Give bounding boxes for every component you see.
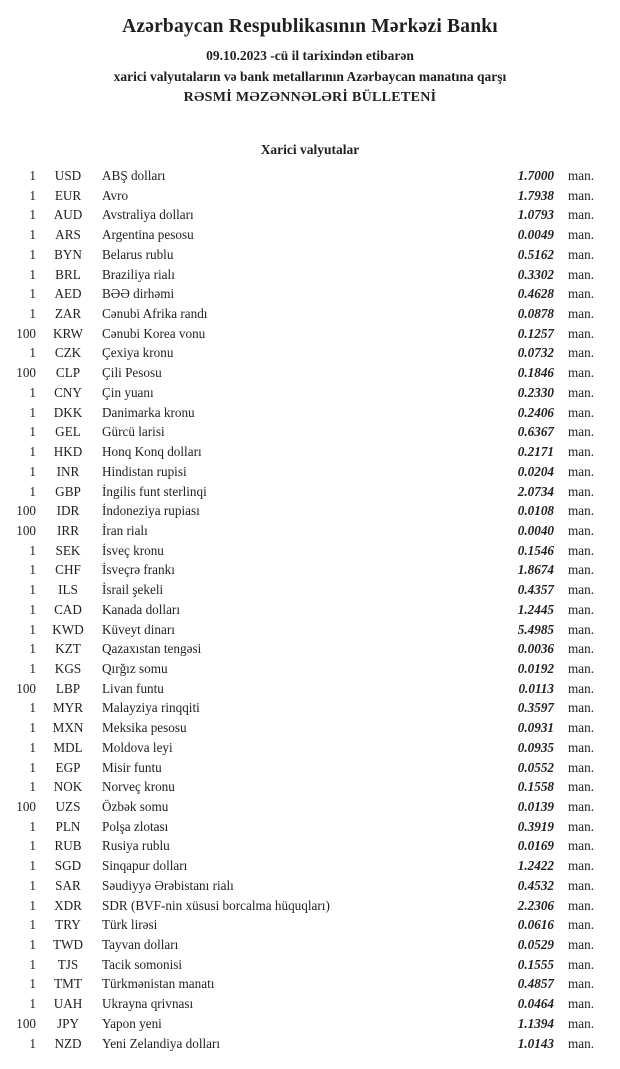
unit-label: man.: [568, 187, 595, 203]
currency-code: KGS: [54, 660, 82, 676]
currency-code: MDL: [53, 739, 83, 755]
quantity-value: 100: [16, 799, 36, 814]
section-title-foreign-currencies: Xarici valyutalar: [260, 142, 360, 157]
currency-name: Avstraliya dolları: [102, 207, 194, 223]
table-row: [0, 560, 620, 580]
currency-name: Moldova leyi: [102, 739, 173, 755]
unit-label: man.: [568, 207, 595, 223]
rate-value: 0.0529: [517, 937, 554, 953]
currency-name: Qırğız somu: [102, 660, 168, 676]
unit-label: man.: [568, 542, 595, 558]
rate-value: 0.4357: [517, 582, 554, 598]
currency-name: İran rialı: [102, 522, 148, 538]
rate-value: 0.1846: [517, 365, 554, 381]
rate-value: 0.0049: [517, 227, 554, 243]
unit-label: man.: [568, 168, 595, 183]
currency-code: EUR: [54, 187, 82, 203]
unit-label: man.: [568, 799, 595, 814]
table-row: [0, 620, 620, 640]
currency-code: CNY: [54, 384, 82, 400]
table-row: [0, 777, 620, 797]
currency-name: Avro: [102, 187, 129, 203]
table-row: [0, 856, 620, 876]
unit-label: man.: [568, 463, 595, 479]
table-row: [0, 659, 620, 679]
table-row: [0, 284, 620, 304]
currency-name: Braziliya rialı: [102, 266, 175, 282]
currency-code: CHF: [55, 562, 81, 578]
table-row: [0, 718, 620, 738]
unit-label: man.: [568, 739, 595, 755]
unit-label: man.: [568, 680, 595, 696]
rate-value: 1.2422: [517, 858, 554, 874]
quantity-value: 1: [29, 858, 36, 874]
rate-value: 0.1558: [517, 779, 554, 795]
quantity-value: 1: [29, 739, 36, 755]
table-row: [0, 166, 620, 186]
table-row: [0, 836, 620, 856]
unit-label: man.: [568, 424, 595, 440]
currency-name: İsrail şekeli: [102, 582, 164, 598]
rate-value: 0.0931: [517, 720, 554, 736]
table-row: [0, 955, 620, 975]
currency-name: Sinqapur dolları: [102, 858, 188, 874]
quantity-value: 1: [29, 246, 36, 262]
currency-name: Cənubi Afrika randı: [102, 306, 208, 322]
currency-code: NZD: [54, 1035, 82, 1051]
unit-label: man.: [568, 956, 595, 972]
currency-code: KWD: [52, 621, 84, 637]
rate-value: 1.7938: [517, 187, 554, 203]
rate-value: 0.3919: [517, 818, 554, 834]
rate-value: 1.8674: [517, 562, 554, 578]
currency-code: SGD: [54, 858, 82, 874]
unit-label: man.: [568, 937, 595, 953]
rate-value: 0.0113: [518, 680, 554, 696]
currency-code: ARS: [55, 227, 81, 243]
table-row: [0, 817, 620, 837]
table-row: [0, 797, 620, 817]
quantity-value: 100: [16, 1015, 36, 1031]
unit-label: man.: [568, 1035, 595, 1051]
table-row: [0, 462, 620, 482]
currency-code: CZK: [54, 345, 82, 361]
currency-name: Ukrayna qrivnası: [102, 996, 194, 1012]
rate-value: 0.0878: [517, 306, 554, 322]
table-row: [0, 915, 620, 935]
rate-value: 0.2406: [517, 404, 554, 420]
unit-label: man.: [568, 996, 595, 1012]
rate-value: 0.0616: [517, 917, 554, 933]
rate-value: 0.0040: [517, 522, 554, 538]
rate-value: 0.0935: [517, 739, 554, 755]
quantity-value: 1: [29, 483, 36, 499]
quantity-value: 1: [29, 660, 36, 676]
quantity-value: 1: [29, 641, 36, 657]
currency-name: Honq Konq dolları: [102, 444, 202, 460]
rate-value: 0.1546: [517, 542, 554, 558]
quantity-value: 1: [29, 917, 36, 933]
currency-name: Çin yuanı: [102, 384, 154, 400]
currency-code: RUB: [54, 838, 82, 854]
currency-code: JPY: [57, 1015, 79, 1031]
unit-label: man.: [568, 503, 595, 519]
table-row: [0, 1014, 620, 1034]
table-row: [0, 442, 620, 462]
rate-value: 5.4985: [517, 621, 554, 637]
table-row: [0, 679, 620, 699]
rate-value: 0.0108: [517, 503, 554, 519]
unit-label: man.: [568, 266, 595, 282]
currency-code: TJS: [57, 956, 79, 972]
unit-label: man.: [568, 858, 595, 874]
table-row: [0, 245, 620, 265]
unit-label: man.: [568, 779, 595, 795]
quantity-value: 1: [29, 720, 36, 736]
rate-value: 0.0036: [517, 641, 554, 657]
quantity-value: 1: [29, 168, 36, 183]
currency-name: Livan funtu: [102, 680, 164, 696]
unit-label: man.: [568, 522, 595, 538]
currency-code: ILS: [58, 582, 78, 598]
currency-code: UAH: [53, 996, 83, 1012]
quantity-value: 1: [29, 897, 36, 913]
quantity-value: 1: [29, 996, 36, 1012]
currency-name: BƏƏ dirhəmi: [102, 286, 175, 302]
unit-label: man.: [568, 838, 595, 854]
currency-name: SDR (BVF-nin xüsusi borcalma hüquqları): [102, 897, 330, 913]
currency-name: Malayziya rinqqiti: [102, 700, 200, 716]
table-row: [0, 935, 620, 955]
unit-label: man.: [568, 976, 595, 992]
quantity-value: 1: [29, 562, 36, 578]
table-row: [0, 265, 620, 285]
currency-name: ABŞ dolları: [102, 168, 166, 183]
currency-code: USD: [54, 168, 82, 183]
currency-name: Belarus rublu: [102, 246, 174, 262]
currency-code: XDR: [54, 897, 82, 913]
rate-value: 1.0143: [517, 1035, 554, 1051]
rate-value: 0.5162: [517, 246, 554, 262]
quantity-value: 1: [29, 286, 36, 302]
table-row: [0, 403, 620, 423]
quantity-value: 100: [16, 680, 36, 696]
unit-label: man.: [568, 877, 595, 893]
currency-name: Özbək somu: [102, 799, 169, 814]
unit-label: man.: [568, 582, 595, 598]
currency-name: Yeni Zelandiya dolları: [102, 1035, 221, 1051]
quantity-value: 1: [29, 818, 36, 834]
quantity-value: 1: [29, 621, 36, 637]
quantity-value: 1: [29, 601, 36, 617]
currency-name: Polşa zlotası: [102, 818, 169, 834]
table-row: [0, 205, 620, 225]
currency-code: MXN: [52, 720, 84, 736]
currency-code: AUD: [53, 207, 83, 223]
quantity-value: 100: [16, 503, 36, 519]
quantity-value: 1: [29, 266, 36, 282]
table-row: [0, 896, 620, 916]
quantity-value: 1: [29, 384, 36, 400]
unit-label: man.: [568, 897, 595, 913]
currency-name: Qazaxıstan tengəsi: [102, 641, 202, 657]
table-row: [0, 324, 620, 344]
currency-name: Hindistan rupisi: [102, 463, 187, 479]
rate-value: 0.4628: [517, 286, 554, 302]
unit-label: man.: [568, 759, 595, 775]
currency-code: NOK: [53, 779, 83, 795]
currency-code: CAD: [54, 601, 82, 617]
rate-value: 0.0139: [517, 799, 554, 814]
unit-label: man.: [568, 1015, 595, 1031]
table-row: [0, 994, 620, 1014]
table-row: [0, 225, 620, 245]
currency-code: UZS: [55, 799, 81, 814]
subject-line: xarici valyutaların və bank metallarının Azərbaycan manatına qarşı: [113, 69, 507, 84]
table-row: [0, 541, 620, 561]
quantity-value: 1: [29, 306, 36, 322]
quantity-value: 1: [29, 779, 36, 795]
currency-code: ZAR: [54, 306, 82, 322]
quantity-value: 1: [29, 582, 36, 598]
bulletin-title: RƏSMİ MƏZƏNNƏLƏRİ BÜLLETENİ: [183, 90, 437, 105]
quantity-value: 1: [29, 838, 36, 854]
unit-label: man.: [568, 384, 595, 400]
table-row: [0, 363, 620, 383]
quantity-value: 1: [29, 759, 36, 775]
rate-value: 0.0552: [517, 759, 554, 775]
currency-code: SAR: [55, 877, 81, 893]
currency-code: HKD: [53, 444, 83, 460]
currency-name: İngilis funt sterlinqi: [102, 483, 207, 499]
rate-value: 0.3597: [517, 700, 554, 716]
currency-name: İsveç kronu: [102, 542, 164, 558]
table-row: [0, 482, 620, 502]
quantity-value: 1: [29, 1035, 36, 1051]
unit-label: man.: [568, 365, 595, 381]
currency-name: Meksika pesosu: [102, 720, 187, 736]
currency-code: KZT: [55, 641, 81, 657]
quantity-value: 1: [29, 937, 36, 953]
quantity-value: 100: [16, 365, 36, 381]
rate-value: 0.1257: [517, 325, 554, 341]
table-row: [0, 580, 620, 600]
quantity-value: 1: [29, 187, 36, 203]
currency-name: İsveçrə frankı: [102, 562, 175, 578]
currency-code: GEL: [55, 424, 81, 440]
table-row: [0, 501, 620, 521]
currency-name: Tayvan dolları: [102, 937, 179, 953]
currency-code: TRY: [55, 917, 81, 933]
table-row: [0, 639, 620, 659]
quantity-value: 1: [29, 877, 36, 893]
currency-name: Səudiyyə Ərəbistanı rialı: [102, 877, 234, 893]
currency-code: AED: [54, 286, 82, 302]
table-row: [0, 343, 620, 363]
rate-value: 0.4532: [517, 877, 554, 893]
unit-label: man.: [568, 601, 595, 617]
currency-name: İndoneziya rupiası: [102, 503, 200, 519]
quantity-value: 1: [29, 700, 36, 716]
rate-value: 0.0169: [517, 838, 554, 854]
unit-label: man.: [568, 660, 595, 676]
table-row: [0, 876, 620, 896]
currency-code: GBP: [55, 483, 81, 499]
rate-value: 2.2306: [517, 897, 554, 913]
currency-name: Argentina pesosu: [102, 227, 194, 243]
quantity-value: 1: [29, 463, 36, 479]
rates-table: [0, 166, 620, 1053]
unit-label: man.: [568, 483, 595, 499]
currency-name: Küveyt dinarı: [102, 621, 175, 637]
currency-name: Rusiya rublu: [102, 838, 170, 854]
rate-value: 1.7000: [517, 168, 554, 183]
unit-label: man.: [568, 562, 595, 578]
unit-label: man.: [568, 641, 595, 657]
currency-code: BRL: [55, 266, 81, 282]
currency-code: BYN: [54, 246, 82, 262]
currency-code: TMT: [54, 976, 82, 992]
rate-value: 1.2445: [517, 601, 554, 617]
currency-name: Misir funtu: [102, 759, 162, 775]
currency-code: DKK: [53, 404, 83, 420]
currency-name: Cənubi Korea vonu: [102, 325, 206, 341]
currency-code: IDR: [56, 503, 80, 519]
currency-code: KRW: [52, 325, 84, 341]
rate-value: 0.0192: [517, 660, 554, 676]
currency-code: PLN: [55, 818, 81, 834]
quantity-value: 1: [29, 976, 36, 992]
currency-code: SEK: [55, 542, 81, 558]
table-row: [0, 422, 620, 442]
table-row: [0, 1034, 620, 1054]
currency-name: Türk lirəsi: [102, 917, 158, 933]
rate-value: 0.0204: [517, 463, 554, 479]
currency-name: Çexiya kronu: [102, 345, 174, 361]
quantity-value: 1: [29, 227, 36, 243]
unit-label: man.: [568, 325, 595, 341]
currency-name: Çili Pesosu: [102, 365, 162, 381]
quantity-value: 1: [29, 345, 36, 361]
rate-value: 0.1555: [517, 956, 554, 972]
quantity-value: 100: [16, 325, 36, 341]
table-row: [0, 304, 620, 324]
currency-code: EGP: [55, 759, 81, 775]
unit-label: man.: [568, 700, 595, 716]
rate-value: 0.2171: [517, 444, 554, 460]
unit-label: man.: [568, 621, 595, 637]
rate-value: 0.0464: [517, 996, 554, 1012]
currency-name: Tacik somonisi: [102, 956, 183, 972]
currency-name: Türkmənistan manatı: [102, 976, 215, 992]
quantity-value: 1: [29, 542, 36, 558]
unit-label: man.: [568, 227, 595, 243]
currency-code: CLP: [55, 365, 81, 381]
rate-value: 1.1394: [517, 1015, 554, 1031]
quantity-value: 1: [29, 444, 36, 460]
currency-code: INR: [56, 463, 80, 479]
currency-code: LBP: [55, 680, 81, 696]
unit-label: man.: [568, 444, 595, 460]
table-row: [0, 186, 620, 206]
table-row: [0, 521, 620, 541]
currency-code: TWD: [52, 937, 84, 953]
effective-date-line: 09.10.2023 -cü il tarixindən etibarən: [206, 48, 414, 63]
rate-value: 0.6367: [517, 424, 554, 440]
quantity-value: 1: [29, 207, 36, 223]
quantity-value: 1: [29, 404, 36, 420]
currency-name: Yapon yeni: [102, 1015, 162, 1031]
unit-label: man.: [568, 345, 595, 361]
rate-value: 1.0793: [517, 207, 554, 223]
unit-label: man.: [568, 720, 595, 736]
rate-value: 0.0732: [517, 345, 554, 361]
rate-value: 0.2330: [517, 384, 554, 400]
unit-label: man.: [568, 818, 595, 834]
unit-label: man.: [568, 286, 595, 302]
quantity-value: 1: [29, 424, 36, 440]
currency-code: MYR: [52, 700, 84, 716]
currency-code: IRR: [57, 522, 79, 538]
currency-name: Gürcü larisi: [102, 424, 165, 440]
table-row: [0, 698, 620, 718]
unit-label: man.: [568, 246, 595, 262]
currency-name: Kanada dolları: [102, 601, 180, 617]
table-row: [0, 738, 620, 758]
table-row: [0, 758, 620, 778]
unit-label: man.: [568, 404, 595, 420]
unit-label: man.: [568, 917, 595, 933]
currency-name: Danimarka kronu: [102, 404, 195, 420]
table-row: [0, 383, 620, 403]
rate-value: 0.3302: [517, 266, 554, 282]
rate-value: 0.4857: [517, 976, 554, 992]
currency-name: Norveç kronu: [102, 779, 175, 795]
bank-name-title: Azərbaycan Respublikasının Mərkəzi Bankı: [122, 16, 498, 37]
unit-label: man.: [568, 306, 595, 322]
table-row: [0, 974, 620, 994]
table-row: [0, 600, 620, 620]
rate-value: 2.0734: [517, 483, 554, 499]
quantity-value: 100: [16, 522, 36, 538]
quantity-value: 1: [29, 956, 36, 972]
